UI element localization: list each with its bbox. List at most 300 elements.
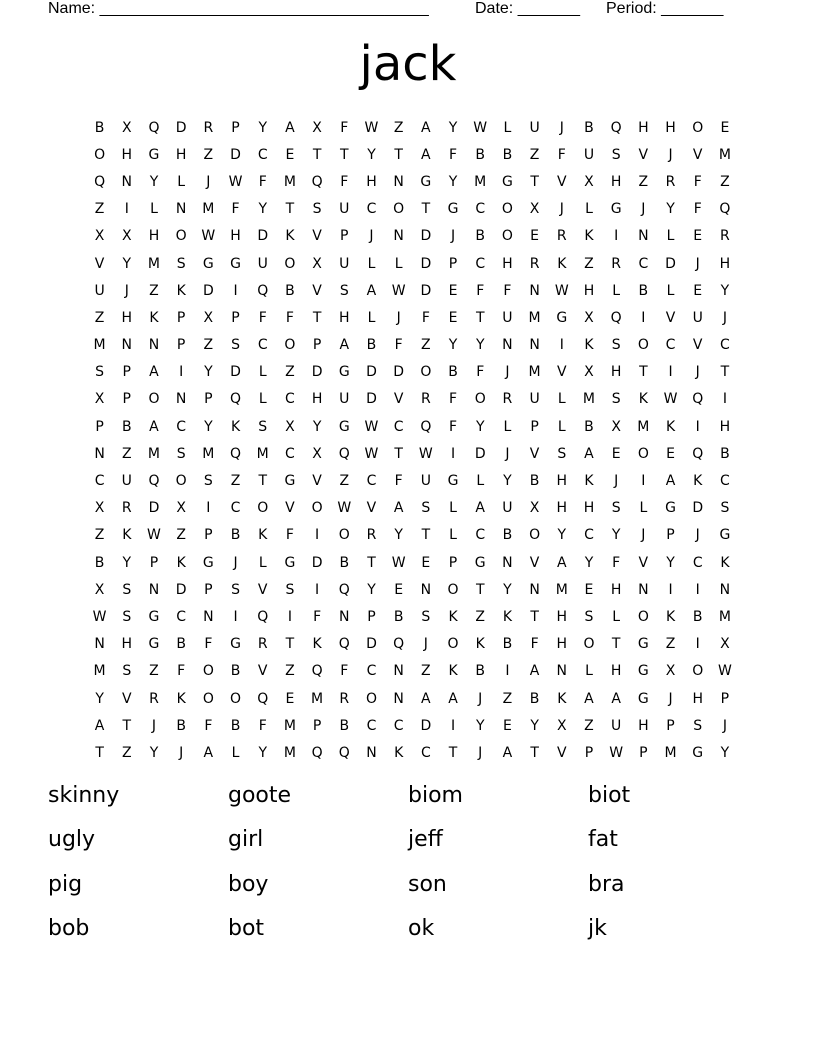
grid-letter[interactable]: E (502, 717, 512, 734)
grid-letter[interactable]: W (663, 391, 678, 408)
grid-letter[interactable]: T (285, 636, 295, 653)
grid-letter[interactable]: C (393, 418, 404, 435)
grid-letter[interactable]: F (340, 663, 349, 680)
grid-letter[interactable]: K (394, 744, 404, 761)
grid-letter[interactable]: F (503, 282, 512, 299)
grid-letter[interactable]: E (394, 581, 404, 598)
grid-letter[interactable]: N (719, 581, 731, 598)
grid-letter[interactable]: X (94, 581, 105, 598)
grid-letter[interactable]: U (692, 309, 703, 326)
grid-letter[interactable]: K (693, 473, 703, 490)
grid-letter[interactable]: R (720, 228, 730, 245)
grid-letter[interactable]: J (641, 201, 646, 218)
grid-letter[interactable]: F (204, 636, 213, 653)
grid-letter[interactable]: Q (230, 391, 242, 408)
grid-letter[interactable]: W (717, 663, 732, 680)
grid-letter[interactable]: S (339, 282, 349, 299)
grid-letter[interactable]: O (637, 337, 649, 354)
grid-letter[interactable]: Y (448, 173, 458, 190)
grid-letter[interactable]: A (665, 473, 676, 490)
grid-letter[interactable]: P (530, 418, 539, 435)
grid-letter[interactable]: I (179, 364, 184, 381)
grid-letter[interactable]: X (121, 228, 132, 245)
grid-letter[interactable]: B (475, 228, 486, 245)
grid-letter[interactable]: V (285, 500, 295, 517)
grid-letter[interactable]: R (556, 228, 567, 245)
grid-letter[interactable]: Z (176, 527, 186, 544)
grid-letter[interactable]: W (364, 445, 379, 462)
grid-letter[interactable]: J (722, 717, 727, 734)
grid-letter[interactable]: O (501, 228, 513, 245)
grid-letter[interactable]: F (449, 146, 458, 163)
grid-letter[interactable]: Z (285, 663, 295, 680)
grid-letter[interactable]: Q (148, 119, 160, 136)
grid-letter[interactable]: L (449, 527, 457, 544)
grid-letter[interactable]: T (95, 744, 104, 761)
grid-letter[interactable]: I (124, 201, 129, 218)
grid-letter[interactable]: A (94, 717, 105, 734)
grid-letter[interactable]: I (315, 581, 320, 598)
grid-letter[interactable]: C (230, 500, 241, 517)
grid-letter[interactable]: P (122, 364, 131, 381)
grid-letter[interactable]: O (501, 201, 513, 218)
grid-letter[interactable]: I (668, 581, 673, 598)
grid-letter[interactable]: V (529, 554, 540, 571)
grid-letter[interactable]: I (695, 636, 700, 653)
grid-letter[interactable]: J (668, 690, 673, 707)
grid-letter[interactable]: C (720, 337, 730, 354)
grid-letter[interactable]: Q (692, 391, 704, 408)
grid-letter[interactable]: Z (393, 119, 404, 136)
grid-letter[interactable]: S (720, 500, 730, 517)
grid-letter[interactable]: R (257, 636, 268, 653)
grid-letter[interactable]: H (638, 119, 649, 136)
grid-letter[interactable]: H (638, 717, 649, 734)
grid-letter[interactable]: V (692, 337, 703, 354)
grid-letter[interactable]: B (584, 418, 594, 435)
grid-letter[interactable]: Z (94, 309, 105, 326)
grid-letter[interactable]: O (94, 146, 106, 163)
grid-letter[interactable]: O (447, 581, 459, 598)
grid-letter[interactable]: B (692, 608, 703, 625)
grid-letter[interactable]: Q (338, 581, 350, 598)
grid-letter[interactable]: E (693, 282, 703, 299)
grid-letter[interactable]: L (557, 418, 566, 435)
grid-letter[interactable]: G (420, 173, 432, 190)
grid-letter[interactable]: Y (557, 527, 567, 544)
grid-letter[interactable]: G (447, 473, 459, 490)
grid-letter[interactable]: X (529, 500, 540, 517)
grid-letter[interactable]: C (176, 418, 187, 435)
grid-letter[interactable]: J (505, 445, 510, 462)
grid-letter[interactable]: N (502, 554, 513, 571)
grid-letter[interactable]: E (421, 554, 431, 571)
grid-letter[interactable]: S (611, 500, 621, 517)
grid-letter[interactable]: H (556, 473, 568, 490)
grid-letter[interactable]: A (149, 364, 159, 381)
grid-letter[interactable]: J (559, 201, 564, 218)
grid-letter[interactable]: D (311, 554, 323, 571)
grid-letter[interactable]: B (584, 119, 594, 136)
grid-letter[interactable]: Y (720, 282, 730, 299)
grid-letter[interactable]: Z (502, 690, 513, 707)
grid-letter[interactable]: F (258, 309, 267, 326)
grid-letter[interactable]: D (420, 255, 432, 272)
grid-letter[interactable]: X (584, 364, 594, 381)
grid-letter[interactable]: W (364, 418, 379, 435)
grid-letter[interactable]: S (231, 581, 240, 598)
grid-letter[interactable]: Y (122, 255, 132, 272)
grid-letter[interactable]: L (557, 391, 566, 408)
grid-letter[interactable]: L (258, 554, 267, 571)
grid-letter[interactable]: N (339, 608, 350, 625)
grid-letter[interactable]: S (421, 500, 431, 517)
grid-letter[interactable]: T (611, 636, 621, 653)
grid-letter[interactable]: I (450, 445, 456, 462)
grid-letter[interactable]: F (313, 608, 322, 625)
grid-letter[interactable]: C (366, 663, 377, 680)
grid-letter[interactable]: R (149, 690, 159, 707)
grid-letter[interactable]: T (258, 473, 267, 490)
grid-letter[interactable]: K (312, 636, 322, 653)
grid-letter[interactable]: R (366, 527, 377, 544)
grid-letter[interactable]: H (366, 173, 377, 190)
grid-letter[interactable]: A (584, 445, 594, 462)
grid-letter[interactable]: Y (503, 473, 512, 490)
grid-letter[interactable]: Y (258, 119, 267, 136)
grid-letter[interactable]: F (231, 201, 240, 218)
grid-letter[interactable]: J (151, 717, 157, 734)
grid-letter[interactable]: Z (285, 364, 295, 381)
grid-letter[interactable]: W (391, 282, 406, 299)
grid-letter[interactable]: G (719, 527, 731, 544)
grid-letter[interactable]: X (121, 119, 132, 136)
grid-letter[interactable]: Q (311, 744, 323, 761)
grid-letter[interactable]: C (366, 201, 377, 218)
grid-letter[interactable]: I (722, 391, 727, 408)
grid-letter[interactable]: Y (475, 717, 485, 734)
grid-letter[interactable]: Q (257, 282, 269, 299)
grid-letter[interactable]: L (612, 282, 621, 299)
grid-letter[interactable]: S (312, 201, 322, 218)
grid-letter[interactable]: D (665, 255, 676, 272)
grid-letter[interactable]: F (421, 309, 430, 326)
grid-letter[interactable]: A (285, 119, 295, 136)
grid-letter[interactable]: D (420, 717, 432, 734)
grid-letter[interactable]: F (530, 636, 539, 653)
grid-letter[interactable]: X (94, 391, 105, 408)
grid-letter[interactable]: D (230, 364, 241, 381)
grid-letter[interactable]: U (502, 500, 513, 517)
grid-letter[interactable]: V (121, 690, 132, 707)
grid-letter[interactable]: T (394, 146, 403, 163)
grid-letter[interactable]: H (339, 309, 350, 326)
grid-letter[interactable]: D (366, 364, 377, 381)
grid-letter[interactable]: G (230, 255, 241, 272)
grid-letter[interactable]: F (258, 717, 267, 734)
grid-letter[interactable]: C (176, 608, 187, 625)
grid-letter[interactable]: B (720, 445, 730, 462)
grid-letter[interactable]: Y (258, 744, 267, 761)
grid-letter[interactable]: I (206, 500, 211, 517)
grid-letter[interactable]: G (637, 690, 649, 707)
grid-letter[interactable]: O (148, 391, 160, 408)
grid-letter[interactable]: Q (692, 445, 704, 462)
grid-letter[interactable]: S (176, 445, 186, 462)
grid-letter[interactable]: H (583, 282, 595, 299)
grid-letter[interactable]: U (121, 473, 132, 490)
grid-letter[interactable]: C (692, 554, 703, 571)
grid-letter[interactable]: G (665, 500, 676, 517)
grid-letter[interactable]: M (528, 309, 541, 326)
grid-letter[interactable]: K (475, 636, 485, 653)
grid-letter[interactable]: J (695, 527, 700, 544)
grid-letter[interactable]: I (505, 663, 510, 680)
grid-letter[interactable]: Q (338, 744, 350, 761)
grid-letter[interactable]: L (394, 255, 403, 272)
grid-letter[interactable]: Z (475, 608, 486, 625)
grid-letter[interactable]: W (473, 119, 488, 136)
grid-letter[interactable]: T (448, 744, 458, 761)
grid-letter[interactable]: E (693, 228, 703, 245)
grid-letter[interactable]: N (94, 445, 105, 462)
grid-letter[interactable]: J (396, 309, 401, 326)
grid-letter[interactable]: L (177, 173, 186, 190)
grid-letter[interactable]: A (149, 418, 159, 435)
grid-letter[interactable]: Q (311, 663, 323, 680)
grid-letter[interactable]: B (94, 554, 105, 571)
grid-letter[interactable]: N (148, 581, 160, 598)
grid-letter[interactable]: K (665, 608, 676, 625)
grid-letter[interactable]: D (175, 119, 187, 136)
grid-letter[interactable]: N (556, 663, 568, 680)
grid-letter[interactable]: M (93, 337, 106, 354)
grid-letter[interactable]: D (230, 146, 241, 163)
grid-letter[interactable]: Y (149, 744, 159, 761)
grid-letter[interactable]: U (339, 201, 350, 218)
grid-letter[interactable]: T (394, 445, 403, 462)
grid-letter[interactable]: J (478, 744, 483, 761)
grid-letter[interactable]: X (203, 309, 214, 326)
grid-letter[interactable]: Z (203, 146, 214, 163)
grid-letter[interactable]: H (719, 418, 731, 435)
grid-letter[interactable]: J (722, 309, 727, 326)
grid-letter[interactable]: V (393, 391, 404, 408)
grid-letter[interactable]: Q (257, 690, 269, 707)
grid-letter[interactable]: S (122, 663, 132, 680)
grid-letter[interactable]: O (338, 527, 350, 544)
grid-letter[interactable]: K (258, 527, 268, 544)
grid-letter[interactable]: T (475, 309, 485, 326)
grid-letter[interactable]: Y (475, 337, 485, 354)
grid-letter[interactable]: L (258, 364, 267, 381)
grid-letter[interactable]: F (340, 119, 349, 136)
grid-letter[interactable]: T (340, 146, 349, 163)
grid-letter[interactable]: C (475, 201, 486, 218)
grid-letter[interactable]: B (121, 418, 132, 435)
grid-letter[interactable]: X (94, 500, 105, 517)
grid-letter[interactable]: Z (149, 663, 159, 680)
grid-letter[interactable]: O (583, 636, 595, 653)
grid-letter[interactable]: P (204, 581, 213, 598)
grid-letter[interactable]: Q (338, 445, 350, 462)
grid-letter[interactable]: Q (338, 636, 350, 653)
grid-letter[interactable]: C (475, 527, 486, 544)
grid-letter[interactable]: N (393, 228, 404, 245)
grid-letter[interactable]: E (720, 119, 730, 136)
grid-letter[interactable]: P (312, 717, 322, 734)
grid-letter[interactable]: V (312, 228, 322, 245)
grid-letter[interactable]: V (638, 554, 649, 571)
grid-letter[interactable]: K (176, 554, 186, 571)
grid-letter[interactable]: L (612, 608, 621, 625)
grid-letter[interactable]: B (339, 717, 350, 734)
grid-letter[interactable]: E (611, 445, 621, 462)
grid-letter[interactable]: E (530, 228, 540, 245)
grid-letter[interactable]: C (420, 744, 431, 761)
grid-letter[interactable]: V (665, 309, 676, 326)
grid-letter[interactable]: I (668, 364, 673, 381)
grid-letter[interactable]: K (720, 554, 730, 571)
grid-letter[interactable]: P (204, 391, 213, 408)
grid-letter[interactable]: S (285, 581, 295, 598)
grid-letter[interactable]: Y (448, 119, 458, 136)
grid-letter[interactable]: I (641, 309, 646, 326)
grid-letter[interactable]: P (176, 309, 186, 326)
grid-letter[interactable]: S (611, 391, 621, 408)
grid-letter[interactable]: M (283, 717, 296, 734)
grid-letter[interactable]: B (285, 282, 295, 299)
grid-letter[interactable]: W (201, 228, 216, 245)
grid-letter[interactable]: X (285, 418, 295, 435)
grid-letter[interactable]: Y (95, 690, 104, 707)
grid-letter[interactable]: P (231, 309, 240, 326)
grid-letter[interactable]: L (503, 418, 512, 435)
grid-letter[interactable]: L (150, 201, 158, 218)
grid-letter[interactable]: A (584, 690, 594, 707)
grid-letter[interactable]: O (692, 663, 704, 680)
grid-letter[interactable]: F (449, 391, 458, 408)
grid-letter[interactable]: P (367, 608, 376, 625)
grid-letter[interactable]: N (638, 581, 649, 598)
grid-letter[interactable]: F (394, 337, 403, 354)
grid-letter[interactable]: Y (394, 527, 403, 544)
grid-letter[interactable]: A (475, 500, 485, 517)
grid-letter[interactable]: P (95, 418, 104, 435)
grid-letter[interactable]: O (420, 364, 432, 381)
grid-letter[interactable]: B (230, 717, 241, 734)
grid-letter[interactable]: T (312, 146, 322, 163)
grid-letter[interactable]: K (122, 527, 132, 544)
grid-letter[interactable]: Z (230, 473, 241, 490)
grid-letter[interactable]: F (476, 282, 485, 299)
grid-letter[interactable]: N (393, 663, 404, 680)
grid-letter[interactable]: J (668, 146, 673, 163)
grid-letter[interactable]: L (258, 391, 267, 408)
grid-letter[interactable]: K (176, 690, 186, 707)
grid-letter[interactable]: G (148, 608, 160, 625)
grid-letter[interactable]: P (448, 554, 458, 571)
grid-letter[interactable]: S (421, 608, 431, 625)
grid-letter[interactable]: G (692, 744, 704, 761)
grid-letter[interactable]: W (364, 119, 379, 136)
grid-letter[interactable]: H (583, 500, 595, 517)
grid-letter[interactable]: T (530, 173, 539, 190)
grid-letter[interactable]: M (283, 173, 296, 190)
grid-letter[interactable]: N (393, 690, 404, 707)
grid-letter[interactable]: U (339, 255, 350, 272)
grid-letter[interactable]: S (584, 608, 594, 625)
grid-letter[interactable]: B (502, 527, 513, 544)
grid-letter[interactable]: N (121, 173, 133, 190)
grid-letter[interactable]: D (474, 445, 486, 462)
grid-letter[interactable]: X (556, 717, 567, 734)
grid-letter[interactable]: I (233, 608, 238, 625)
date-field-label[interactable]: Date: _______ (475, 0, 580, 17)
grid-letter[interactable]: S (176, 255, 186, 272)
grid-letter[interactable]: S (557, 445, 567, 462)
grid-letter[interactable]: Q (610, 119, 622, 136)
grid-letter[interactable]: T (475, 581, 485, 598)
grid-letter[interactable]: Q (311, 173, 323, 190)
grid-letter[interactable]: M (718, 146, 731, 163)
grid-letter[interactable]: G (148, 636, 160, 653)
grid-letter[interactable]: V (312, 282, 322, 299)
grid-letter[interactable]: I (287, 608, 292, 625)
grid-letter[interactable]: R (665, 173, 676, 190)
grid-letter[interactable]: S (693, 717, 703, 734)
grid-letter[interactable]: A (393, 500, 404, 517)
grid-letter[interactable]: H (556, 636, 568, 653)
grid-letter[interactable]: T (367, 554, 376, 571)
grid-letter[interactable]: N (529, 282, 540, 299)
grid-letter[interactable]: O (393, 201, 405, 218)
grid-letter[interactable]: K (502, 608, 512, 625)
grid-letter[interactable]: U (529, 119, 540, 136)
grid-letter[interactable]: Q (148, 473, 160, 490)
grid-letter[interactable]: E (448, 282, 458, 299)
grid-letter[interactable]: J (559, 119, 564, 136)
grid-letter[interactable]: V (638, 146, 649, 163)
grid-letter[interactable]: K (584, 473, 594, 490)
name-field-label[interactable]: Name: _____________________________________ (48, 0, 429, 17)
grid-letter[interactable]: Z (584, 717, 594, 734)
grid-letter[interactable]: U (420, 473, 431, 490)
grid-letter[interactable]: G (338, 418, 350, 435)
grid-letter[interactable]: D (420, 228, 432, 245)
grid-letter[interactable]: Z (584, 255, 594, 272)
grid-letter[interactable]: P (176, 337, 186, 354)
grid-letter[interactable]: B (529, 690, 540, 707)
grid-letter[interactable]: O (175, 228, 187, 245)
grid-letter[interactable]: Z (720, 173, 730, 190)
grid-letter[interactable]: G (637, 636, 649, 653)
period-field-label[interactable]: Period: _______ (606, 0, 724, 17)
grid-letter[interactable]: J (450, 228, 456, 245)
grid-letter[interactable]: R (121, 500, 132, 517)
grid-letter[interactable]: M (311, 690, 324, 707)
grid-letter[interactable]: R (203, 119, 214, 136)
grid-letter[interactable]: G (202, 554, 214, 571)
grid-letter[interactable]: L (585, 663, 593, 680)
grid-letter[interactable]: P (231, 119, 240, 136)
grid-letter[interactable]: Y (367, 146, 376, 163)
grid-letter[interactable]: N (121, 337, 133, 354)
grid-letter[interactable]: H (556, 608, 568, 625)
grid-letter[interactable]: D (311, 364, 323, 381)
grid-letter[interactable]: H (121, 309, 133, 326)
grid-letter[interactable]: X (529, 201, 540, 218)
